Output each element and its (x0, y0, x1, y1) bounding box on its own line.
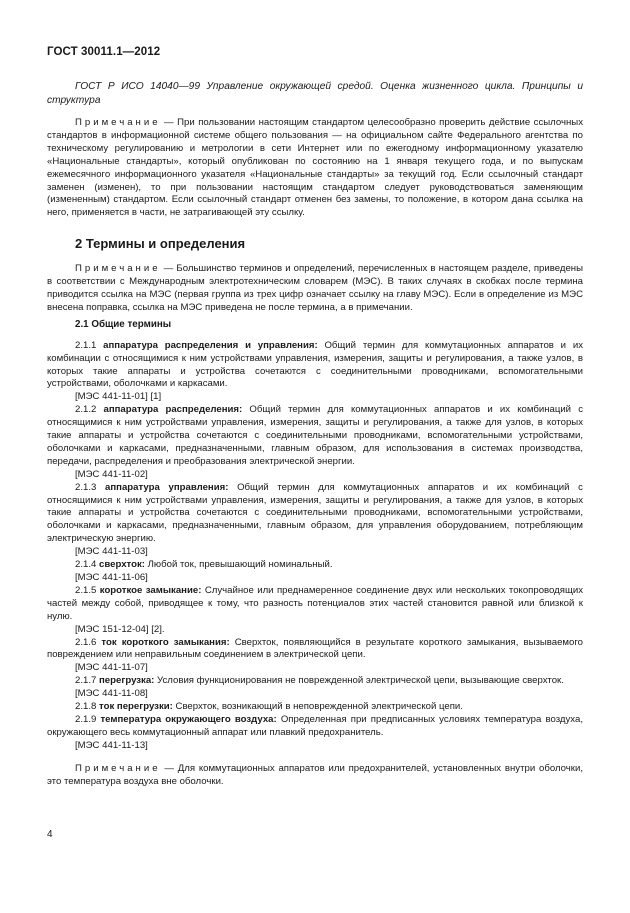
term-entry: 2.1.2 аппаратура распределения: Общий термин для коммутационных аппаратов и их комбинаций с относящимися к ним устройствами управления, измерения, защиты и регулирования, а также для узлов, в которых такие аппараты и устройства сочетаются с соединительными проводниками, вспомогательными устройствами, оболочками и каркасами, предназначенными, главным образом, для использования в системах производства, передачи, распределения и преобразования электрической энергии. (47, 404, 583, 467)
term-reference: [МЭС 151-12-04] [2]. (75, 623, 165, 635)
term-reference: [МЭС 441-11-01] [1] (75, 391, 162, 403)
note-terms (47, 263, 583, 315)
subsection-title: 2.1 Общие термины (75, 318, 172, 330)
term-name: ток перегрузки: (99, 701, 173, 713)
term-name: сверхток: (99, 559, 145, 571)
normative-reference: ГОСТ Р ИСО 14040—99 Управление окружающей средой. Оценка жизненного цикла. Принципы и структура (47, 81, 583, 106)
term-definition: Общий термин для коммутационных аппаратов и их комбинаций с относящимися к ним устройствами управления, измерения, защиты и регулирования, а также для узлов, в которых такие аппараты и устройства сочетаются с соединительными проводниками, вспомогательными устройствами, оболочками и каркасами, предназначенными, главным образом, для управления оборудованием, потребляющим электрическую энергию. (47, 481, 583, 545)
term-reference: [МЭС 441-11-02] (75, 468, 148, 480)
term-name: короткое замыкание: (99, 584, 202, 596)
term-entry: 2.1.4 сверхток: Любой ток, превышающий номинальный. (75, 559, 333, 571)
term-entry: 2.1.5 короткое замыкание: Случайное или преднамеренное соединение двух или нескольких токопроводящих частей между собой, приводящее к тому, что разность потенциалов этих частей становится равной или близкой к нулю. (47, 584, 583, 622)
note-text: — При пользовании настоящим стандартом целесообразно проверить действие ссылочных стандартов в информационной системе общего пользования — на официальном сайте Федерального агентства по техническому регулированию и метрологии в сети Интернет или по ежегодному информационному указателю «Национальные стандарты», который опубликован по состоянию на 1 января текущего года, и по выпускам ежемесячного информационного указателя «Национальные стандарты» за текущий год. Если ссылочный стандарт заменен (изменен), то при пользовании настоящим стандартом следует руководствоваться заменяющим (измененным) стандартом. Если ссылочный стандарт отменен без замены, то положение, в котором дана ссылка на него, применяется в части, не затрагивающей эту ссылку. (47, 117, 583, 219)
term-entry: 2.1.6 ток короткого замыкания: Сверхток, появляющийся в результате короткого замыкания, вызываемого повреждением или неправильным соединением в электрической цепи. (47, 636, 583, 661)
term-name: перегрузка: (99, 675, 155, 687)
term-definition: Сверхток, возникающий в неповрежденной электрической цепи. (172, 701, 463, 713)
note-label: Примечание (75, 762, 161, 774)
term-definition: Общий термин для коммутационных аппаратов и их комбинаций с относящимися к ним устройствами управления, измерения, защиты и регулирования, а также для узлов, в которых такие аппараты и устройства сочетаются с соединительными проводниками, вспомогательными устройствами, оболочками и каркасами, предназначенными, главным образом, для использования в системах производства, передачи, распределения и преобразования электрической энергии. (47, 404, 583, 467)
page-content (47, 80, 583, 789)
term-reference: [МЭС 441-11-03] (75, 546, 148, 558)
document-header: ГОСТ 30011.1—2012 (47, 46, 161, 58)
page-number: 4 (47, 829, 53, 840)
note-references (47, 117, 583, 220)
note-temperature (47, 763, 583, 789)
term-name: аппаратура управления: (105, 481, 229, 493)
term-entry: 2.1.1 аппаратура распределения и управления: Общий термин для коммутационных аппаратов и их комбинации с относящимися к ним устройствами управления, измерения, защиты и регулирования, а также узлов, в которых такие аппараты и устройства сочетаются с соединительными проводниками, вспомогательными устройствами, оболочками и каркасами. (47, 339, 583, 390)
term-definition: Условия функционирования не поврежденной электрической цепи, вызывающие сверхток. (154, 675, 564, 687)
note-text: — Большинство терминов и определений, перечисленных в настоящем разделе, приведены в соответствии с Международным электротехническим словарем (МЭС). В таких случаях в скобках после термина приводится ссылка на МЭС (первая группа из трех цифр означает ссылку на главу МЭС). Если в определение из МЭС внесена поправка, ссылка на МЭС приведена не после термина, а в примечании. (47, 263, 583, 313)
term-entry: 2.1.7 перегрузка: Условия функционирования не поврежденной электрической цепи, вызывающие сверхток. (75, 675, 564, 687)
term-name: температура окружающего воздуха: (100, 713, 277, 725)
term-definition: Любой ток, превышающий номинальный. (144, 559, 333, 571)
term-reference: [МЭС 441-11-08] (75, 688, 148, 700)
term-reference: [МЭС 441-11-06] (75, 572, 148, 583)
term-reference: [МЭС 441-11-07] (75, 662, 148, 674)
term-name: ток короткого замыкания: (101, 636, 230, 648)
section-title: 2 Термины и определения (75, 236, 246, 252)
note-label: Примечание (75, 117, 161, 128)
term-entry: 2.1.3 аппаратура управления: Общий термин для коммутационных аппаратов и их комбинаций с относящимися к ним устройствами управления, измерения, защиты и регулирования, а также для узлов, в которых такие аппараты и устройства сочетаются с соединительными проводниками, вспомогательными устройствами, оболочками и каркасами, предназначенными, главным образом, для управления оборудованием, потребляющим электрическую энергию. (47, 481, 583, 545)
terms-list (47, 340, 583, 753)
note-text: — Для коммутационных аппаратов или предохранителей, установленных внутри оболочки, это температура воздуха вне оболочки. (47, 762, 583, 787)
term-definition: Определенная при предписанных условиях температура воздуха, окружающего весь коммутационный аппарат или плавкий предохранитель. (47, 713, 583, 738)
note-label: Примечание (75, 263, 161, 275)
term-name: аппаратура распределения и управления: (103, 339, 318, 351)
term-entry: 2.1.8 ток перегрузки: Сверхток, возникающий в неповрежденной электрической цепи. (75, 701, 463, 713)
term-definition: Общий термин для коммутационных аппаратов и их комбинации с относящимися к ним устройствами управления, измерения, защиты и регулирования, а также узлов, в которых такие аппараты и устройства сочетаются с соединительными проводниками, вспомогательными устройствами, оболочками и каркасами. (47, 339, 583, 390)
term-definition: Случайное или преднамеренное соединение двух или нескольких токопроводящих частей между собой, приводящее к тому, что разность потенциалов этих частей становится равной или близкой к нулю. (47, 584, 583, 622)
term-name: аппаратура распределения: (103, 404, 243, 416)
term-definition: Сверхток, появляющийся в результате короткого замыкания, вызываемого повреждением или неправильным соединением в электрической цепи. (47, 636, 583, 661)
term-entry: 2.1.9 температура окружающего воздуха: Определенная при предписанных условиях температура воздуха, окружающего весь коммутационный аппарат или плавкий предохранитель. (47, 713, 583, 738)
term-reference: [МЭС 441-11-13] (75, 739, 148, 751)
